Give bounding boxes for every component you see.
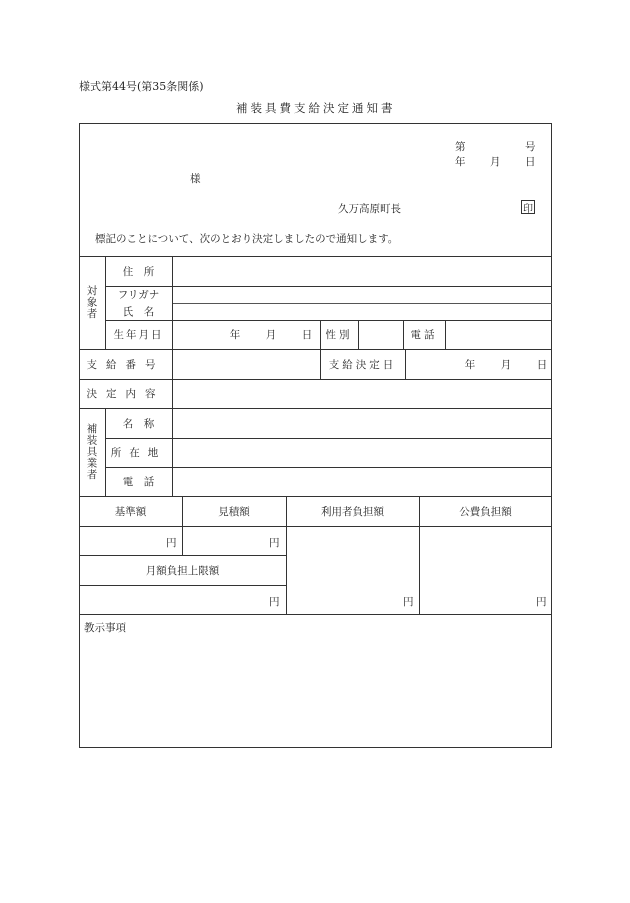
- yen-user-burden: 円: [403, 596, 414, 608]
- birth-year: 年: [229, 329, 241, 341]
- date-month: 月: [490, 156, 501, 168]
- rule: [445, 320, 446, 349]
- phone-label: 電話: [410, 329, 438, 341]
- base-amount-label: 基準額: [114, 505, 147, 518]
- decision-content-label: 決定内容: [86, 388, 165, 400]
- rule: [172, 379, 173, 408]
- number-prefix: 第: [455, 141, 466, 153]
- birthdate-label: 生年月日: [113, 329, 164, 341]
- birth-day: 日: [301, 329, 313, 341]
- furigana-label: フリガナ: [117, 289, 160, 301]
- decision-month: 月: [500, 358, 512, 371]
- monthly-cap-label: 月額負担上限額: [145, 564, 220, 577]
- rule: [79, 614, 552, 615]
- yen-estimate: 円: [269, 537, 280, 549]
- yen-base: 円: [166, 537, 177, 549]
- yen-monthly-cap: 円: [269, 596, 280, 608]
- payment-number-label: 支給番号: [86, 358, 165, 371]
- estimate-amount-label: 見積額: [218, 505, 250, 518]
- issuer: 久万高原町長: [338, 203, 401, 215]
- provider-phone-label: 電 話: [122, 476, 155, 488]
- number-suffix: 号: [525, 141, 536, 153]
- document-title: 補装具費支給決定通知書: [236, 101, 396, 115]
- instructions-label: 教示事項: [84, 622, 126, 634]
- rule: [405, 349, 406, 379]
- public-burden-label: 公費負担額: [459, 505, 512, 518]
- address-label: 住 所: [122, 265, 155, 278]
- yen-public-burden: 円: [536, 596, 547, 608]
- decision-date-label: 支給決定日: [328, 358, 397, 371]
- rule: [79, 585, 286, 586]
- provider-name-label: 名 称: [122, 417, 155, 430]
- rule: [358, 320, 359, 349]
- date-day: 日: [525, 156, 536, 168]
- rule: [172, 349, 173, 379]
- subject-group-label: 対象者: [85, 285, 98, 320]
- sex-label: 性別: [325, 329, 353, 341]
- name-label: 氏 名: [122, 306, 155, 318]
- rule: [79, 526, 552, 527]
- rule: [172, 408, 173, 496]
- form-number: 様式第44号(第35条関係): [79, 80, 204, 93]
- date-year: 年: [455, 156, 466, 168]
- provider-group-label: 補装具業者: [85, 423, 98, 481]
- notice-text: 標記のことについて、次のとおり決定しましたので通知します。: [95, 233, 399, 245]
- rule: [172, 303, 552, 304]
- provider-location-label: 所在地: [110, 447, 167, 459]
- addressee-suffix: 様: [190, 173, 201, 185]
- decision-year: 年: [464, 358, 476, 371]
- birth-month: 月: [265, 329, 277, 341]
- decision-day: 日: [536, 358, 548, 371]
- seal-stamp: 印: [521, 200, 535, 214]
- rule: [172, 256, 173, 349]
- user-burden-label: 利用者負担額: [321, 505, 384, 518]
